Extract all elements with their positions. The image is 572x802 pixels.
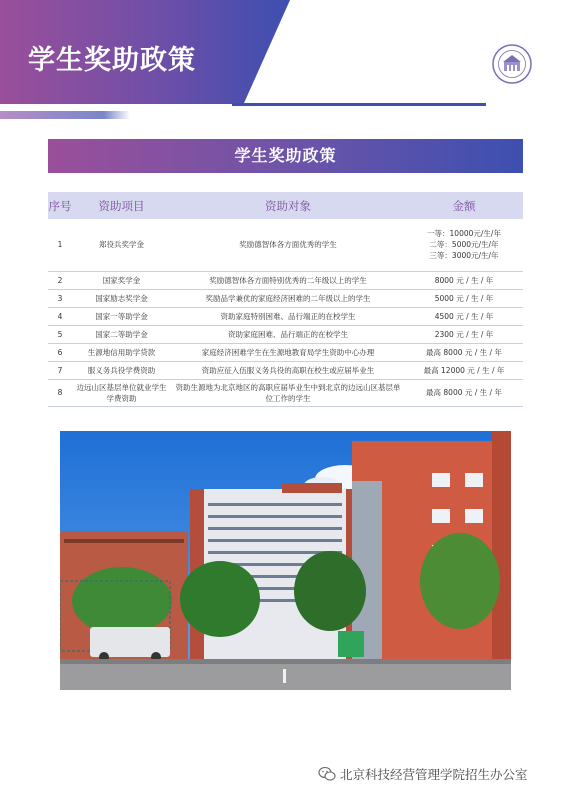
- row-amount: 2300 元 / 生 / 年: [405, 325, 523, 343]
- row-target: 奖励德智体各方面特别优秀的二年级以上的学生: [171, 271, 405, 289]
- table-row: [48, 307, 523, 325]
- row-item: 国家二等助学金: [72, 325, 171, 343]
- header-item: 资助项目: [72, 192, 171, 219]
- row-item: 国家一等助学金: [72, 307, 171, 325]
- table-row: [48, 325, 523, 343]
- row-item: 生源地信用助学贷款: [72, 343, 171, 361]
- section-title-banner: 学生奖助政策: [48, 139, 523, 173]
- table-header-row: [48, 192, 523, 219]
- amount-line: 二等：5000元/生/年: [429, 240, 499, 250]
- college-seal-icon: [492, 44, 532, 84]
- row-item: 服义务兵役学费资助: [72, 361, 171, 379]
- wechat-icon: [318, 766, 336, 782]
- footer-text: 北京科技经营管理学院招生办公室: [340, 767, 528, 782]
- row-no: 1: [48, 219, 72, 271]
- row-amount: 4500 元 / 生 / 年: [405, 307, 523, 325]
- campus-photo: [60, 431, 511, 690]
- row-item: 国家奖学金: [72, 271, 171, 289]
- row-item: 国家励志奖学金: [72, 289, 171, 307]
- header-target: 资助对象: [171, 192, 405, 219]
- row-amount: 5000 元 / 生 / 年: [405, 289, 523, 307]
- row-no: 6: [48, 343, 72, 361]
- header-accent-bar: [0, 111, 130, 119]
- header-no: 序号: [48, 192, 72, 219]
- amount-line: 一等：10000元/生/年: [427, 229, 501, 239]
- row-no: 4: [48, 307, 72, 325]
- row-amount: 8000 元 / 生 / 年: [405, 271, 523, 289]
- row-target: 资助家庭特别困难、品行端正的在校学生: [171, 307, 405, 325]
- row-target: 家庭经济困难学生在生源地教育局学生资助中心办理: [171, 343, 405, 361]
- policy-table: [48, 192, 523, 407]
- table-row: [48, 219, 523, 271]
- amount-line: 三等：3000元/生/年: [429, 251, 499, 261]
- row-amount: [405, 219, 523, 271]
- row-no: 5: [48, 325, 72, 343]
- row-target: 资助生源地为北京地区的高职应届毕业生中到北京的边远山区基层单位工作的学生: [171, 379, 405, 406]
- footer-credit: [318, 764, 528, 784]
- header-amount: 金额: [405, 192, 523, 219]
- table-row: [48, 271, 523, 289]
- header-divider: [232, 103, 486, 106]
- row-target: 奖励品学兼优的家庭经济困难的二年级以上的学生: [171, 289, 405, 307]
- table-row: [48, 361, 523, 379]
- row-no: 7: [48, 361, 72, 379]
- table-row: [48, 343, 523, 361]
- row-target: 资助应征入伍服义务兵役的高职在校生或应届毕业生: [171, 361, 405, 379]
- table-row: [48, 379, 523, 406]
- row-no: 8: [48, 379, 72, 406]
- row-no: 3: [48, 289, 72, 307]
- row-target: 资助家庭困难、品行端正的在校学生: [171, 325, 405, 343]
- page-title: 学生奖助政策: [28, 45, 196, 76]
- row-amount: 最高 12000 元 / 生 / 年: [405, 361, 523, 379]
- row-amount: 最高 8000 元 / 生 / 年: [405, 379, 523, 406]
- row-no: 2: [48, 271, 72, 289]
- row-target: 奖励德智体各方面优秀的学生: [171, 219, 405, 271]
- table-row: [48, 289, 523, 307]
- row-item: 郑役兵奖学金: [72, 219, 171, 271]
- row-item: 边远山区基层单位就业学生学费资助: [72, 379, 171, 406]
- row-amount: 最高 8000 元 / 生 / 年: [405, 343, 523, 361]
